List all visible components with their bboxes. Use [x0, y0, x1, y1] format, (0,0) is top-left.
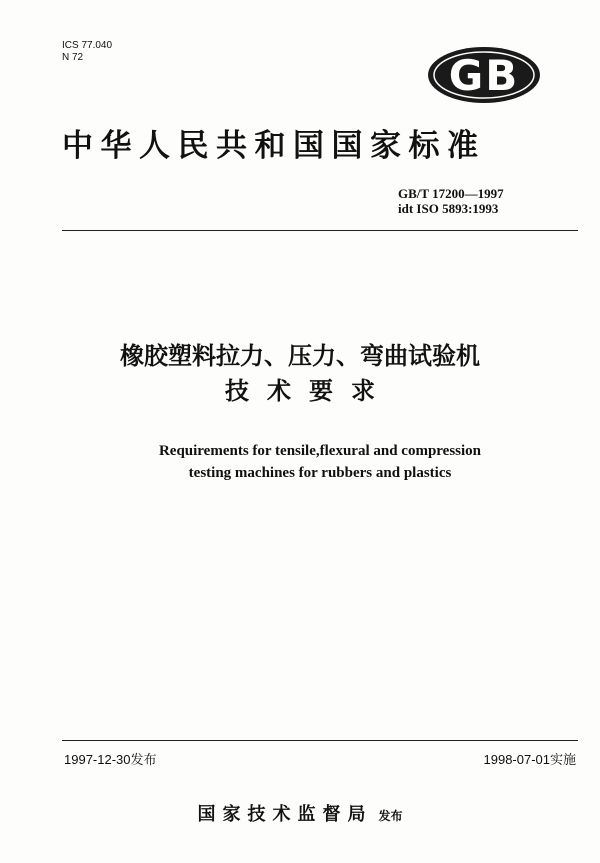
- iso-equivalent: idt ISO 5893:1993: [398, 201, 499, 216]
- classification-codes: [62, 40, 112, 64]
- chinese-title-line-1: 橡胶塑料拉力、压力、弯曲试验机: [120, 342, 480, 370]
- gb-logo: [427, 46, 541, 104]
- gb-logo-text: GB: [448, 51, 520, 100]
- national-standard-title: 中华人民共和国国家标准: [62, 128, 486, 164]
- top-divider: [62, 230, 578, 231]
- issuer: [0, 800, 600, 826]
- bottom-divider: [62, 740, 578, 741]
- english-title-line-1: Requirements for tensile,flexural and compression: [158, 443, 482, 459]
- issuer-organization: 国家技术监督局: [197, 804, 373, 825]
- implementation-date: 1998-07-01实施: [483, 752, 576, 767]
- ccs-code: N 72: [62, 52, 84, 63]
- english-title-line-2: testing machines for rubbers and plastics: [188, 465, 452, 481]
- issue-date: 1997-12-30发布: [64, 752, 157, 767]
- issuer-suffix: 发布: [378, 809, 403, 823]
- gb-standard-number: GB/T 17200—1997: [398, 186, 504, 201]
- gb-logo-graphic: [427, 46, 541, 104]
- chinese-title-line-2: 技术要求: [225, 377, 393, 405]
- ics-code: ICS 77.040: [62, 40, 113, 51]
- standard-codes: [398, 186, 504, 216]
